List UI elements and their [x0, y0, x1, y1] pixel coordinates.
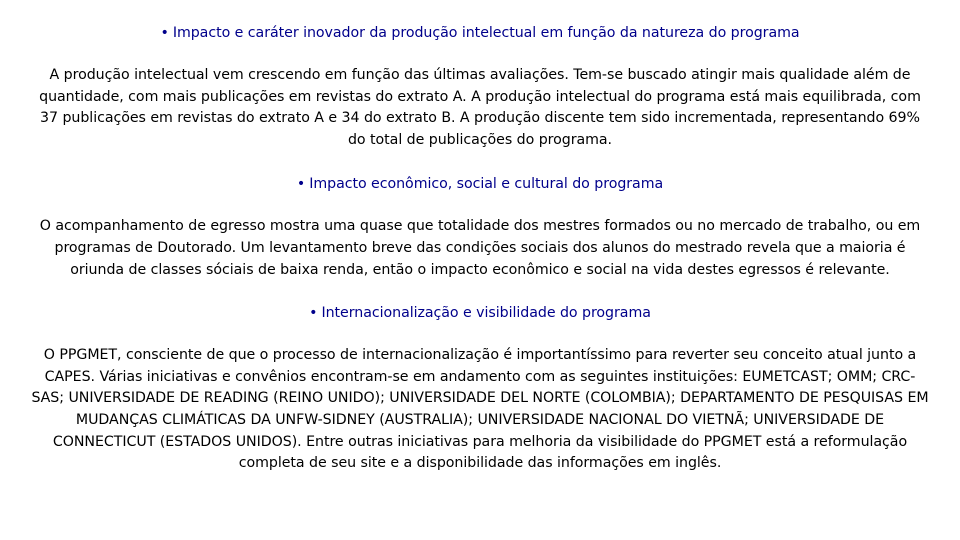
bullet-icon: • — [309, 305, 318, 322]
section-heading-text: Internacionalização e visibilidade do programa — [321, 305, 651, 322]
section-heading-impacto — [30, 173, 930, 195]
section-heading-text: Impacto e caráter inovador da produção intelectual em função da natureza do programa — [172, 25, 800, 41]
section-heading-text: Impacto econômico, social e cultural do programa — [309, 176, 664, 193]
bullet-icon: • — [296, 176, 306, 193]
bullet-icon: • — [160, 25, 169, 41]
slide-content — [30, 22, 930, 475]
section-body-inovacao: A produção intelectual vem crescendo em função das últimas avaliações. Tem-se buscado atingir mais qualidade além de quantidade, com mais publicações em revistas do extrato A. A produção intelectual do programa está mais equilibrada, com 37 publicações em revistas do extrato A e 34 do extrato B. A produção discente tem sido incrementada, representando 69% do total de publicações do programa. — [39, 67, 921, 148]
section-body-internacionalizacao: O PPGMET, consciente de que o processo de internacionalização é importantíssimo para reverter seu conceito atual junto a CAPES. Várias iniciativas e convênios encontram-se em andamento com as seguintes instituições: EUMETCAST; OMM; CRC-SAS; UNIVERSIDADE DE READING (REINO UNIDO); UNIVERSIDADE DEL NORTE (COLOMBIA); DEPARTAMENTO DE PESQUISAS EM MUDANÇAS CLIMÁTICAS DA UNFW-SIDNEY (AUSTRALIA); UNIVERSIDADE NACIONAL DO VIETNÃ; UNIVERSIDADE DE CONNECTICUT (ESTADOS UNIDOS). Entre outras iniciativas para melhoria da visibilidade do PPGMET está a reformulação completa de seu site e a disponibilidade das informações em inglês. — [31, 347, 929, 472]
section-heading-inovacao — [30, 22, 930, 44]
section-heading-internacionalizacao — [30, 302, 930, 324]
section-body-impacto: O acompanhamento de egresso mostra uma quase que totalidade dos mestres formados ou no mercado de trabalho, ou em programas de Doutorado. Um levantamento breve das condições sociais dos alunos do mestrado revela que a maioria é oriunda de classes sóciais de baixa renda, então o impacto econômico e social na vida destes egressos é relevante. — [39, 218, 921, 278]
